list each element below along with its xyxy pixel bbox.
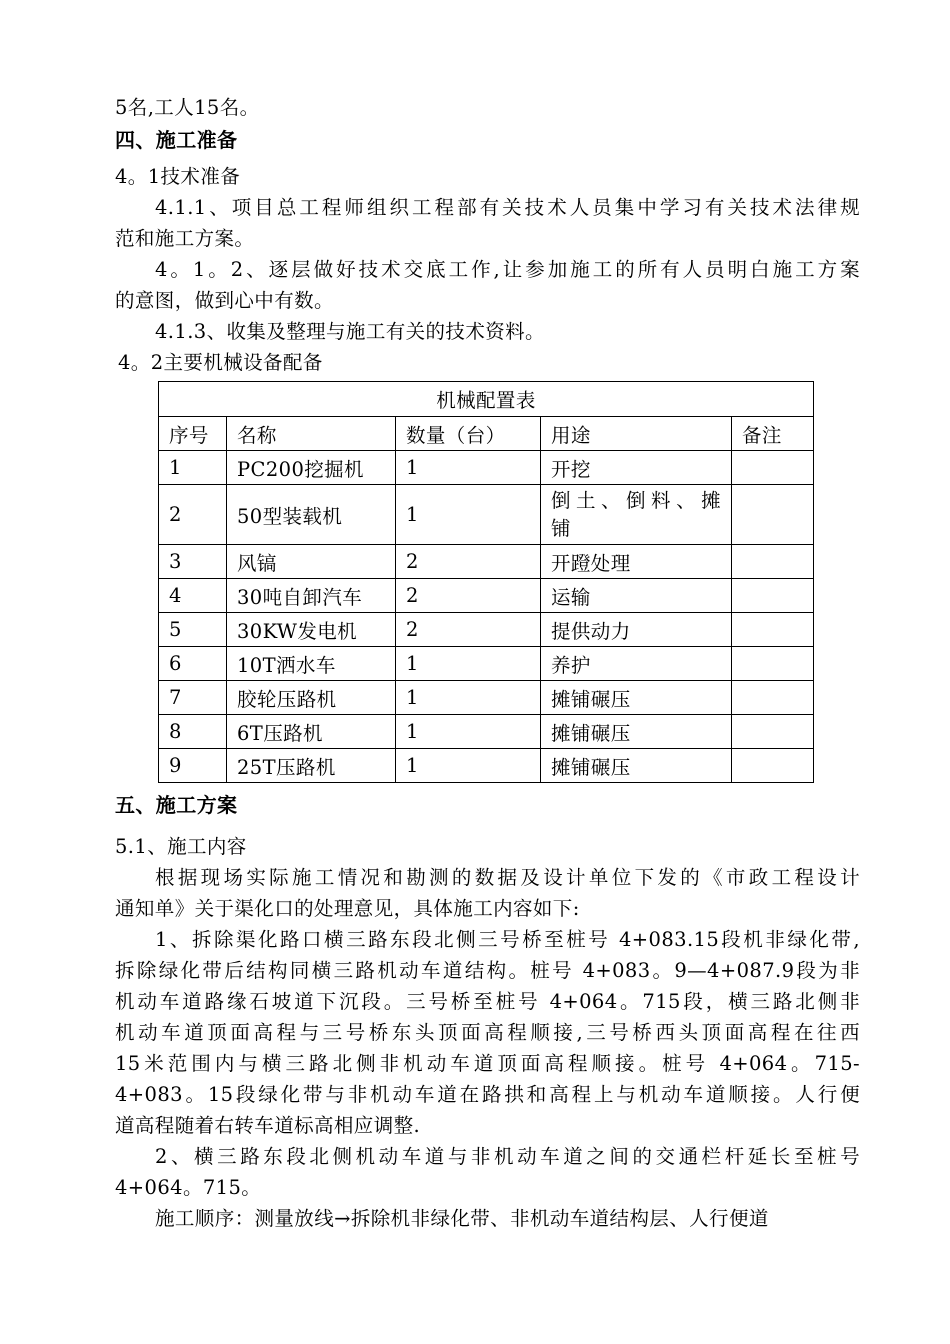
table-cell: 1 — [396, 681, 541, 715]
paragraph-line: 4+064。715。 — [115, 1176, 262, 1199]
table-cell: 运输 — [541, 579, 732, 613]
section-heading: 五、施工方案 — [115, 793, 238, 817]
table-cell: 25T压路机 — [227, 749, 396, 783]
paragraph-line: 机动车道路缘石坡道下沉段。三号桥至桩号 4+064。715段，横三路北侧非 — [115, 990, 860, 1013]
table-cell: 1 — [159, 451, 227, 485]
table-cell: 1 — [396, 647, 541, 681]
table-cell: 7 — [159, 681, 227, 715]
table-cell: 胶轮压路机 — [227, 681, 396, 715]
cell-line: 倒土、倒料、摊 — [551, 488, 721, 512]
paragraph-line: 4+083。15段绿化带与非机动车道在路拱和高程上与机动车道顺接。人行便 — [115, 1083, 860, 1106]
table-row — [159, 579, 814, 613]
paragraph-line: 根据现场实际施工情况和勘测的数据及设计单位下发的《市政工程设计 — [155, 866, 860, 889]
table-header-cell: 备注 — [732, 417, 814, 451]
table-cell: 30吨自卸汽车 — [227, 579, 396, 613]
subsection-title: 4。2主要机械设备配备 — [118, 351, 323, 374]
table-header-cell: 名称 — [227, 417, 396, 451]
subsection-title: 4。1技术准备 — [115, 165, 241, 188]
table-cell: 1 — [396, 451, 541, 485]
table-cell: 1 — [396, 715, 541, 749]
paragraph-line: 道高程随着右转车道标高相应调整. — [115, 1114, 421, 1137]
table-cell — [732, 647, 814, 681]
table-cell: 9 — [159, 749, 227, 783]
table-cell: 摊铺碾压 — [541, 715, 732, 749]
table-cell: 开挖 — [541, 451, 732, 485]
table-row — [159, 681, 814, 715]
paragraph-line: 范和施工方案。 — [115, 227, 255, 250]
table-row — [159, 715, 814, 749]
paragraph-line: 15米范围内与横三路北侧非机动车道顶面高程顺接。桩号 4+064。715- — [115, 1052, 860, 1075]
section-five — [115, 788, 860, 1234]
table-cell — [732, 485, 814, 545]
table-cell: 2 — [396, 545, 541, 579]
table-cell: 1 — [396, 485, 541, 545]
paragraph-line: 4。1。2、逐层做好技术交底工作,让参加施工的所有人员明白施工方案 — [155, 258, 860, 281]
table-cell — [732, 749, 814, 783]
table-cell: 5 — [159, 613, 227, 647]
table-cell — [541, 485, 732, 545]
table-cell: 8 — [159, 715, 227, 749]
table-cell: 3 — [159, 545, 227, 579]
table-row — [159, 451, 814, 485]
table-cell: 30KW发电机 — [227, 613, 396, 647]
document-page — [115, 92, 860, 378]
text-line: 5名,工人15名。 — [115, 96, 260, 119]
table-header-row — [159, 417, 814, 451]
table-cell: 50型装载机 — [227, 485, 396, 545]
table-cell: 2 — [396, 613, 541, 647]
table-header-cell: 序号 — [159, 417, 227, 451]
paragraph-line: 1、拆除渠化路口横三路东段北侧三号桥至桩号 4+083.15段机非绿化带, — [155, 928, 860, 951]
paragraph-line: 4.1.1、项目总工程师组织工程部有关技术人员集中学习有关技术法律规 — [155, 196, 860, 219]
table-cell: 4 — [159, 579, 227, 613]
paragraph-line: 2、横三路东段北侧机动车道与非机动车道之间的交通栏杆延长至桩号 — [155, 1145, 860, 1168]
table-cell: 2 — [396, 579, 541, 613]
table-cell: 10T洒水车 — [227, 647, 396, 681]
table-cell — [732, 613, 814, 647]
table-header-cell: 数量（台） — [396, 417, 541, 451]
table-cell: 养护 — [541, 647, 732, 681]
table-row — [159, 613, 814, 647]
paragraph-line: 拆除绿化带后结构同横三路机动车道结构。桩号 4+083。9—4+087.9段为非 — [115, 959, 860, 982]
table-cell: 1 — [396, 749, 541, 783]
table-cell — [732, 715, 814, 749]
table-cell — [732, 451, 814, 485]
table-cell: PC200挖掘机 — [227, 451, 396, 485]
table-row — [159, 545, 814, 579]
table-cell: 提供动力 — [541, 613, 732, 647]
table-cell: 6T压路机 — [227, 715, 396, 749]
paragraph-line: 4.1.3、收集及整理与施工有关的技术资料。 — [155, 320, 545, 343]
table-row — [159, 485, 814, 545]
table-cell: 开蹬处理 — [541, 545, 732, 579]
table-cell — [732, 545, 814, 579]
table-cell — [732, 681, 814, 715]
table-cell: 6 — [159, 647, 227, 681]
paragraph-line: 施工顺序：测量放线→拆除机非绿化带、非机动车道结构层、人行便道 — [155, 1207, 769, 1230]
table-cell: 风镐 — [227, 545, 396, 579]
section-heading: 四、施工准备 — [115, 128, 238, 152]
table-caption: 机械配置表 — [159, 382, 814, 417]
table-row — [159, 749, 814, 783]
subsection-title: 5.1、施工内容 — [115, 835, 247, 858]
table-cell: 2 — [159, 485, 227, 545]
cell-line: 铺 — [551, 516, 571, 540]
paragraph-line: 机动车道顶面高程与三号桥东头顶面高程顺接,三号桥西头顶面高程在往西 — [115, 1021, 860, 1044]
table-row — [159, 647, 814, 681]
paragraph-line: 的意图，做到心中有数。 — [115, 289, 334, 312]
table-cell — [732, 579, 814, 613]
paragraph-line: 通知单》关于渠化口的处理意见，具体施工内容如下: — [115, 897, 580, 920]
table-cell: 摊铺碾压 — [541, 749, 732, 783]
table-header-cell: 用途 — [541, 417, 732, 451]
table-cell: 摊铺碾压 — [541, 681, 732, 715]
machinery-table — [158, 381, 814, 783]
